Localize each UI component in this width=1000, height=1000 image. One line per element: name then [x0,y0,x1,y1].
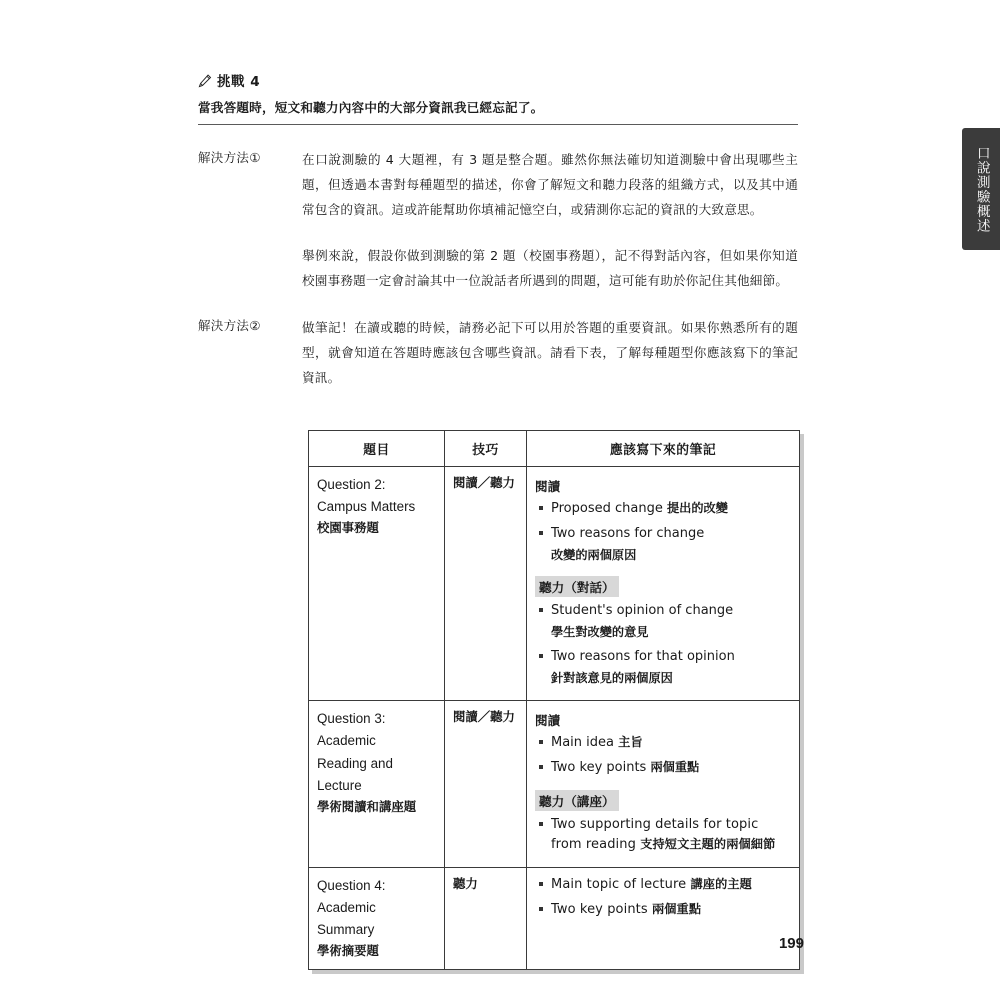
note-en: Two key points [551,760,651,776]
list-item [537,815,791,855]
solution-1-paragraph-2: 舉例來說，假設你做到測驗的第 2 題（校園事務題），記不得對話內容，但如果你知道校園事務題一定會討論其中一位說話者所遇到的問題，這可能有助於你記住其他細節。 [302,247,798,288]
solution-row-2 [198,315,798,391]
cell-skill-q3: 閱讀／聽力 [445,701,527,868]
notes-table-wrapper [308,430,800,970]
list-item [537,499,791,519]
notes-list-reading [537,499,791,565]
note-en: Two reasons for that opinion [551,649,735,665]
solution-2-label: 解決方法② [198,317,261,333]
page-number: 199 [778,935,804,952]
solution-1-paragraph-1: 在口說測驗的 4 大題裡，有 3 題是整合題。雖然你無法確切知道測驗中會出現哪些主題，但透過本書對每種題型的描述，你會了解短文和聽力段落的組織方式，以及其中通常包含的資訊。這或許能幫助你填補記憶空白，或猜測你忘記的資訊的大致意思。 [302,152,798,218]
note-en: Main idea [551,735,619,751]
cell-topic-q3 [309,701,445,868]
note-en: Main topic of lecture [551,876,691,892]
solution-row-1 [198,147,798,293]
topic-line-zh: 學術閱讀和講座題 [317,798,417,814]
challenge-title: 挑戰 4 [217,74,261,90]
notes-subhead-listening: 聽力（對話） [535,576,619,597]
topic-line: Question 4: [317,877,386,893]
column-header-notes: 應該寫下來的筆記 [527,431,800,467]
solution-1-body [302,147,798,293]
topic-line-zh: 學術摘要題 [317,943,379,959]
list-item [537,875,791,895]
list-item [537,733,791,753]
topic-line: Reading and [317,755,393,771]
topic-line-zh: 校園事務題 [317,520,379,536]
note-zh: 主旨 [618,735,643,750]
note-en: Proposed change [551,501,667,516]
section-side-tab-label: 口說測驗概述 [973,145,990,233]
topic-line: Academic [317,733,376,749]
table-row [309,867,800,969]
table-row [309,701,800,868]
list-item [537,758,791,778]
table-row [309,467,800,701]
list-item [537,524,791,565]
table-header-row [309,431,800,467]
list-item [537,900,791,920]
challenge-subtitle: 當我答題時，短文和聽力內容中的大部分資訊我已經忘記了。 [198,97,798,125]
list-item [537,647,791,688]
cell-topic-q4 [309,867,445,969]
topic-line: Lecture [317,777,362,793]
note-en: Two reasons for change [551,526,705,542]
note-zh: 兩個重點 [651,901,702,916]
note-sub-zh: 改變的兩個原因 [551,548,637,563]
cell-notes-q2 [527,467,800,701]
cell-notes-q3 [527,701,800,868]
column-header-topic: 題目 [309,431,445,467]
solution-2-paragraph-1: 做筆記！在讀或聽的時候，請務必記下可以用於答題的重要資訊。如果你熟悉所有的題型，就會知道在答題時應該包含哪些資訊。請看下表，了解每種題型你應該寫下的筆記資訊。 [302,319,798,386]
solution-1-label: 解決方法① [198,150,261,165]
topic-line: Academic [317,899,376,915]
cell-skill-q4: 聽力 [445,867,527,969]
note-zh: 支持短文主題的兩個細節 [640,836,776,851]
list-item [537,601,791,642]
cell-topic-q2 [309,467,445,701]
note-zh: 提出的改變 [666,501,728,515]
notes-subhead-reading: 閱讀 [535,479,561,494]
notes-table-body [309,467,800,970]
pencil-icon [198,74,212,88]
note-zh: 兩個重點 [650,760,700,775]
note-zh: 講座的主題 [690,876,752,891]
column-header-skill: 技巧 [445,431,527,467]
section-side-tab [962,128,1000,250]
challenge-heading [198,70,798,90]
page-content [198,70,798,391]
cell-skill-q2: 閱讀／聽力 [445,467,527,701]
note-sub-zh: 學生對改變的意見 [551,625,649,640]
topic-line: Campus Matters [317,499,416,515]
notes-list-listening [537,875,791,920]
notes-table-head [309,431,800,467]
notes-list-reading [537,733,791,778]
cell-notes-q4 [527,867,800,969]
notes-subhead-listening: 聽力（講座） [535,790,619,811]
note-sub-zh: 針對該意見的兩個原因 [551,671,673,686]
topic-line: Summary [317,922,375,938]
note-en: Two supporting details for topic from reading [551,816,759,852]
note-en: Two key points [551,901,652,917]
notes-list-listening [537,601,791,688]
notes-subhead-reading: 閱讀 [535,713,561,729]
topic-line: Question 3: [317,711,386,727]
note-en: Student's opinion of change [551,603,734,619]
notes-list-listening [537,815,791,855]
notes-table [308,430,800,970]
topic-line: Question 2: [317,477,386,492]
solution-2-body [302,315,798,391]
